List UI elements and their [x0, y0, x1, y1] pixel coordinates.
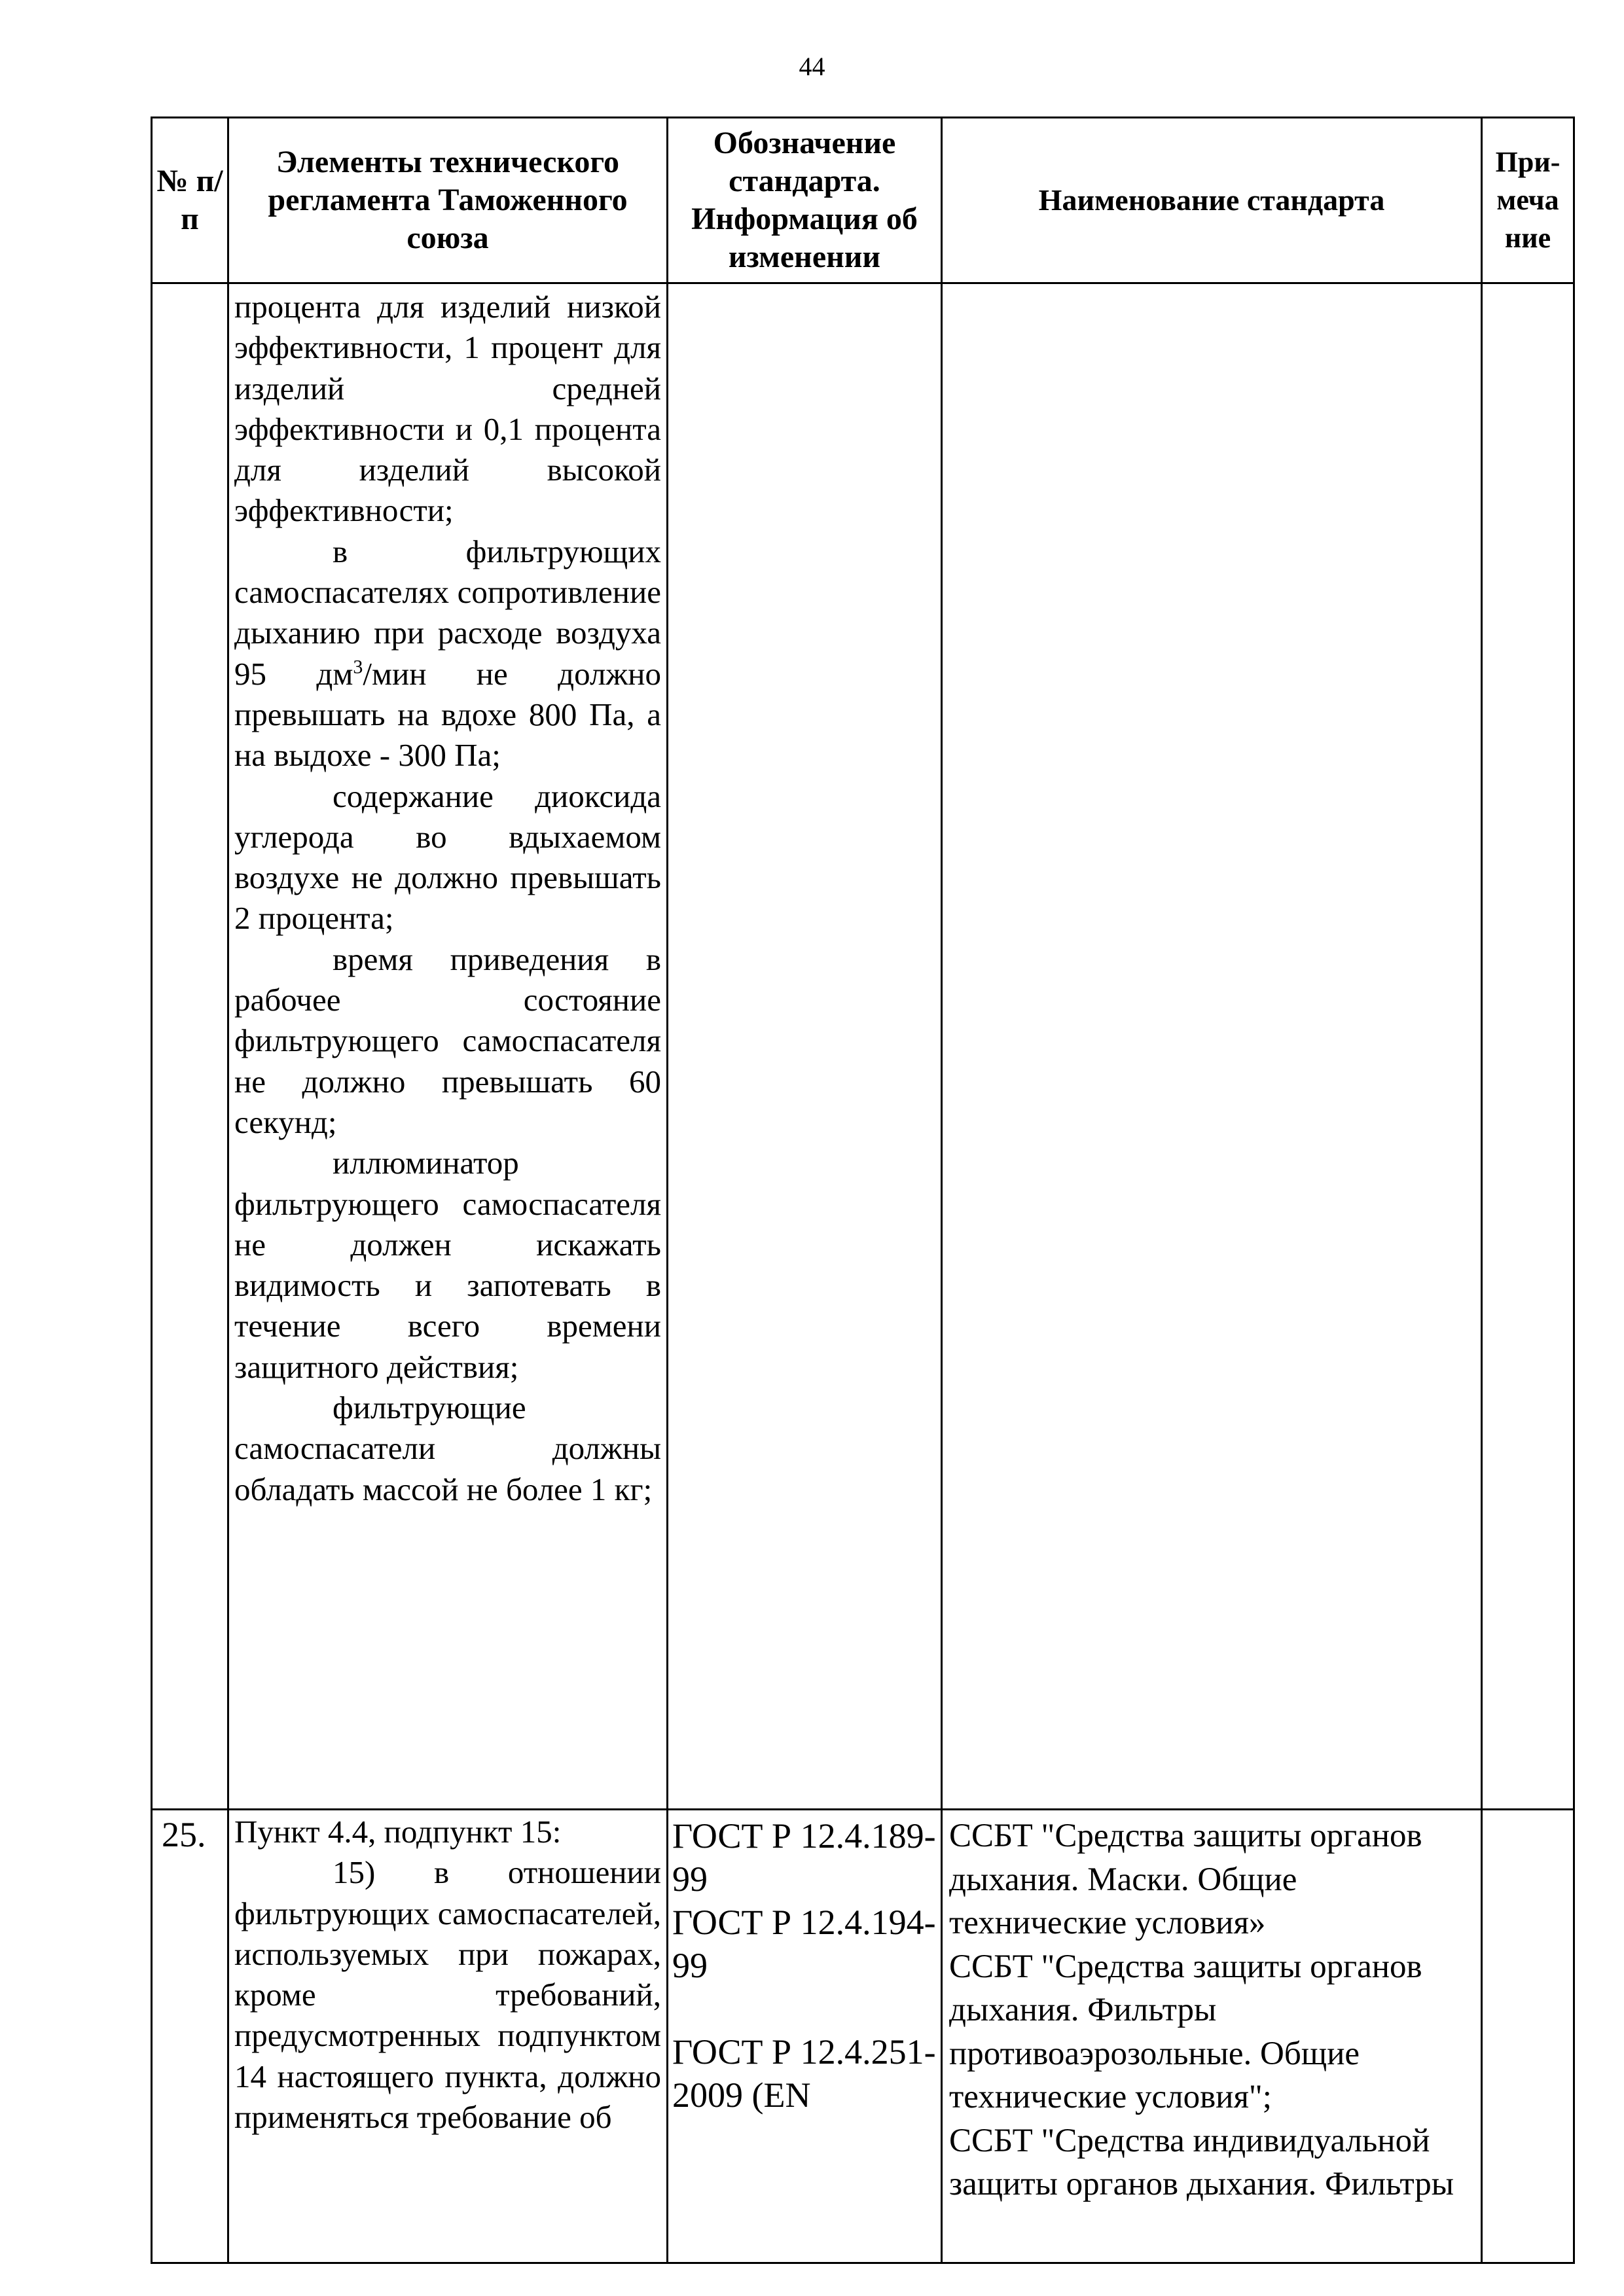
elements-cell [228, 1810, 668, 2263]
paragraph: время приведения в рабочее состояние фильтрующего самоспасателя не должно превышать 60 секунд; [234, 941, 661, 1140]
header-num: № п/п [152, 118, 228, 283]
page-number: 44 [799, 52, 825, 81]
designation-cell [668, 1810, 942, 2263]
paragraph: иллюминатор фильтрующего самоспасателя не должен искажать видимость и запотевать в течение всего времени защитного действия; [234, 1145, 661, 1385]
name-cell-empty [942, 283, 1482, 1810]
table-row [152, 283, 1574, 1810]
header-designation: Обозначение стандарта. Информация об изменении [668, 118, 942, 283]
note-cell-empty [1482, 283, 1574, 1810]
standards-table [151, 117, 1575, 2264]
standard-designation: ГОСТ Р 12.4.189-99 [672, 1816, 936, 1899]
header-note: При-меча ние [1482, 118, 1574, 283]
header-name: Наименование стандарта [942, 118, 1482, 283]
paragraph: Пункт 4.4, подпункт 15: [234, 1814, 562, 1850]
paragraph: содержание диоксида углерода во вдыхаемом воздухе не должно превышать 2 процента; [234, 778, 661, 937]
paragraph: 15) в отношении фильтрующих самоспасателей, используемых при пожарах, кроме требований, предусмотренных подпунктом 14 настоящего пункта, должно применяться требование об [234, 1854, 661, 2136]
table-header-row [152, 118, 1574, 283]
spacer [672, 1987, 937, 2030]
standard-designation: ГОСТ Р 12.4.194-99 [672, 1903, 936, 1985]
paragraph: процента для изделий низкой эффективности, 1 процент для изделий средней эффективности и 0,1 процента для изделий высокой эффективности; [234, 289, 661, 529]
standard-name: ССБТ "Средства индивидуальной защиты органов дыхания. Фильтры [949, 2122, 1454, 2202]
name-cell [942, 1810, 1482, 2263]
header-elements: Элементы технического регламента Таможенного союза [228, 118, 668, 283]
standard-name: ССБТ "Средства защиты органов дыхания. Маски. Общие технические условия» [949, 1818, 1422, 1941]
standard-name: ССБТ "Средства защиты органов дыхания. Фильтры противоаэрозольные. Общие технические условия"; [949, 1948, 1422, 2115]
designation-cell-empty [668, 283, 942, 1810]
num-cell-empty [152, 283, 228, 1810]
note-cell-empty [1482, 1810, 1574, 2263]
standard-designation: ГОСТ Р 12.4.251-2009 (EN [672, 2032, 936, 2115]
superscript: 3 [353, 656, 363, 678]
elements-cell [228, 283, 668, 1810]
table-row [152, 1810, 1574, 2263]
paragraph-part: /мин не должно превышать на вдохе 800 Па, а на выдохе - 300 Па; [234, 655, 661, 774]
paragraph-part: в фильтрующих самоспасателях сопротивление дыханию при расходе воздуха 95 дм [234, 533, 661, 692]
paragraph: фильтрующие самоспасатели должны обладать массой не более 1 кг; [234, 1390, 661, 1507]
paragraph [234, 531, 661, 776]
row-number: 25. [152, 1810, 228, 2263]
